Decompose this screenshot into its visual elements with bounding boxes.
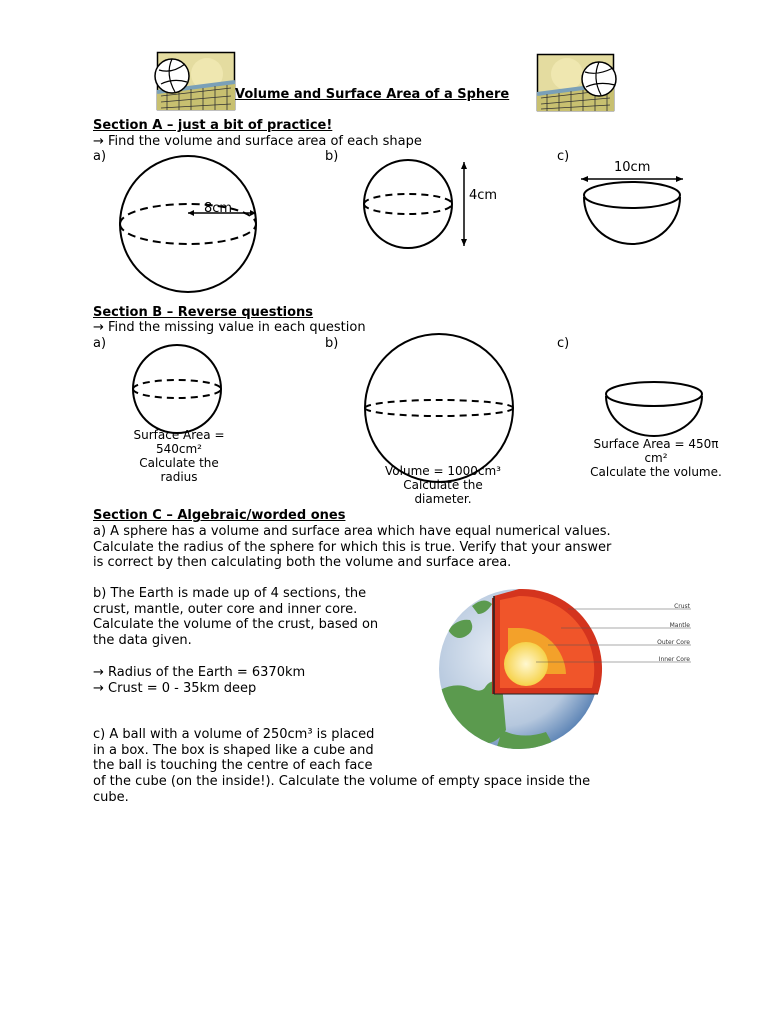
sphere-diagram-a2 <box>360 158 480 250</box>
question-b3-line: Surface Area = 450π <box>593 437 719 451</box>
hemisphere-diagram-a3 <box>575 170 690 250</box>
earth-label-outer-core: Outer Core <box>657 639 690 646</box>
sphere-diagram-b2 <box>360 333 520 483</box>
section-b-instruction: → Find the missing value in each question <box>93 320 366 335</box>
section-b-heading: Section B – Reverse questions <box>93 305 314 320</box>
section-a-label-b: b) <box>325 149 339 164</box>
section-b-label-b: b) <box>325 336 339 351</box>
question-b1-text <box>119 428 239 484</box>
earth-cross-section-image <box>436 590 696 750</box>
sphere-diagram-b1 <box>128 342 228 437</box>
question-c3-line: the ball is touching the centre of each face <box>93 758 373 774</box>
question-b1-line: radius <box>160 470 198 484</box>
question-c2-line: the data given. <box>93 633 192 649</box>
question-c2-line: Calculate the volume of the crust, based on <box>93 617 379 633</box>
question-c3-line: c) A ball with a volume of 250cm³ is placed <box>93 727 375 742</box>
question-b1-line: Calculate the <box>139 456 219 470</box>
earth-label-mantle: Mantle <box>669 622 690 629</box>
measure-a1: 8cm <box>204 201 233 216</box>
question-b3-line: cm² <box>644 451 668 465</box>
question-c1 <box>93 524 611 571</box>
question-c1-line: a) A sphere has a volume and surface area which have equal numerical values. <box>93 524 611 539</box>
question-c3-line: in a box. The box is shaped like a cube and <box>93 742 374 758</box>
page-title: Volume and Surface Area of a Sphere <box>235 87 510 102</box>
question-b2-line: Volume = 1000cm³ <box>385 464 501 478</box>
question-c3-line: cube. <box>93 789 129 805</box>
earth-label-inner-core: Inner Core <box>658 656 690 663</box>
section-a-label-c: c) <box>557 149 570 164</box>
earth-label-crust: Crust <box>674 603 690 610</box>
question-b2-text <box>368 464 518 506</box>
question-b1-line: Surface Area = <box>133 428 225 442</box>
question-c2-line: b) The Earth is made up of 4 sections, the <box>93 586 367 601</box>
question-c2-line: crust, mantle, outer core and inner core. <box>93 601 358 617</box>
volleyball-net-image-right <box>537 54 614 111</box>
question-b3-text <box>576 437 736 479</box>
measure-a2: 4cm <box>469 188 498 203</box>
section-b-label-c: c) <box>557 336 570 351</box>
question-c2-data <box>93 665 305 697</box>
volleyball-net-image-left <box>157 52 235 110</box>
section-a-instruction: → Find the volume and surface area of each shape <box>93 134 422 149</box>
section-a-label-a: a) <box>93 149 107 164</box>
section-c-heading: Section C – Algebraic/worded ones <box>93 508 346 523</box>
hemisphere-diagram-b3 <box>600 375 710 441</box>
question-c3 <box>93 727 590 806</box>
sphere-diagram-a1 <box>110 150 270 300</box>
question-b3-line: Calculate the volume. <box>590 465 722 479</box>
question-c2-data-line: → Radius of the Earth = 6370km <box>93 665 306 680</box>
section-a-heading: Section A – just a bit of practice! <box>93 118 333 133</box>
question-b1-line: 540cm² <box>155 442 202 456</box>
question-c2-data-line: → Crust = 0 - 35km deep <box>93 681 257 696</box>
question-c1-line: is correct by then calculating both the volume and surface area. <box>93 555 512 571</box>
section-b-label-a: a) <box>93 336 107 351</box>
question-c1-line: Calculate the radius of the sphere for which this is true. Verify that your answer <box>93 539 612 555</box>
question-b2-line: diameter. <box>414 492 472 506</box>
question-c3-line: of the cube (on the inside!). Calculate the volume of empty space inside the <box>93 774 591 790</box>
question-b2-line: Calculate the <box>403 478 483 492</box>
question-c2 <box>93 586 378 649</box>
measure-a3: 10cm <box>614 160 651 175</box>
